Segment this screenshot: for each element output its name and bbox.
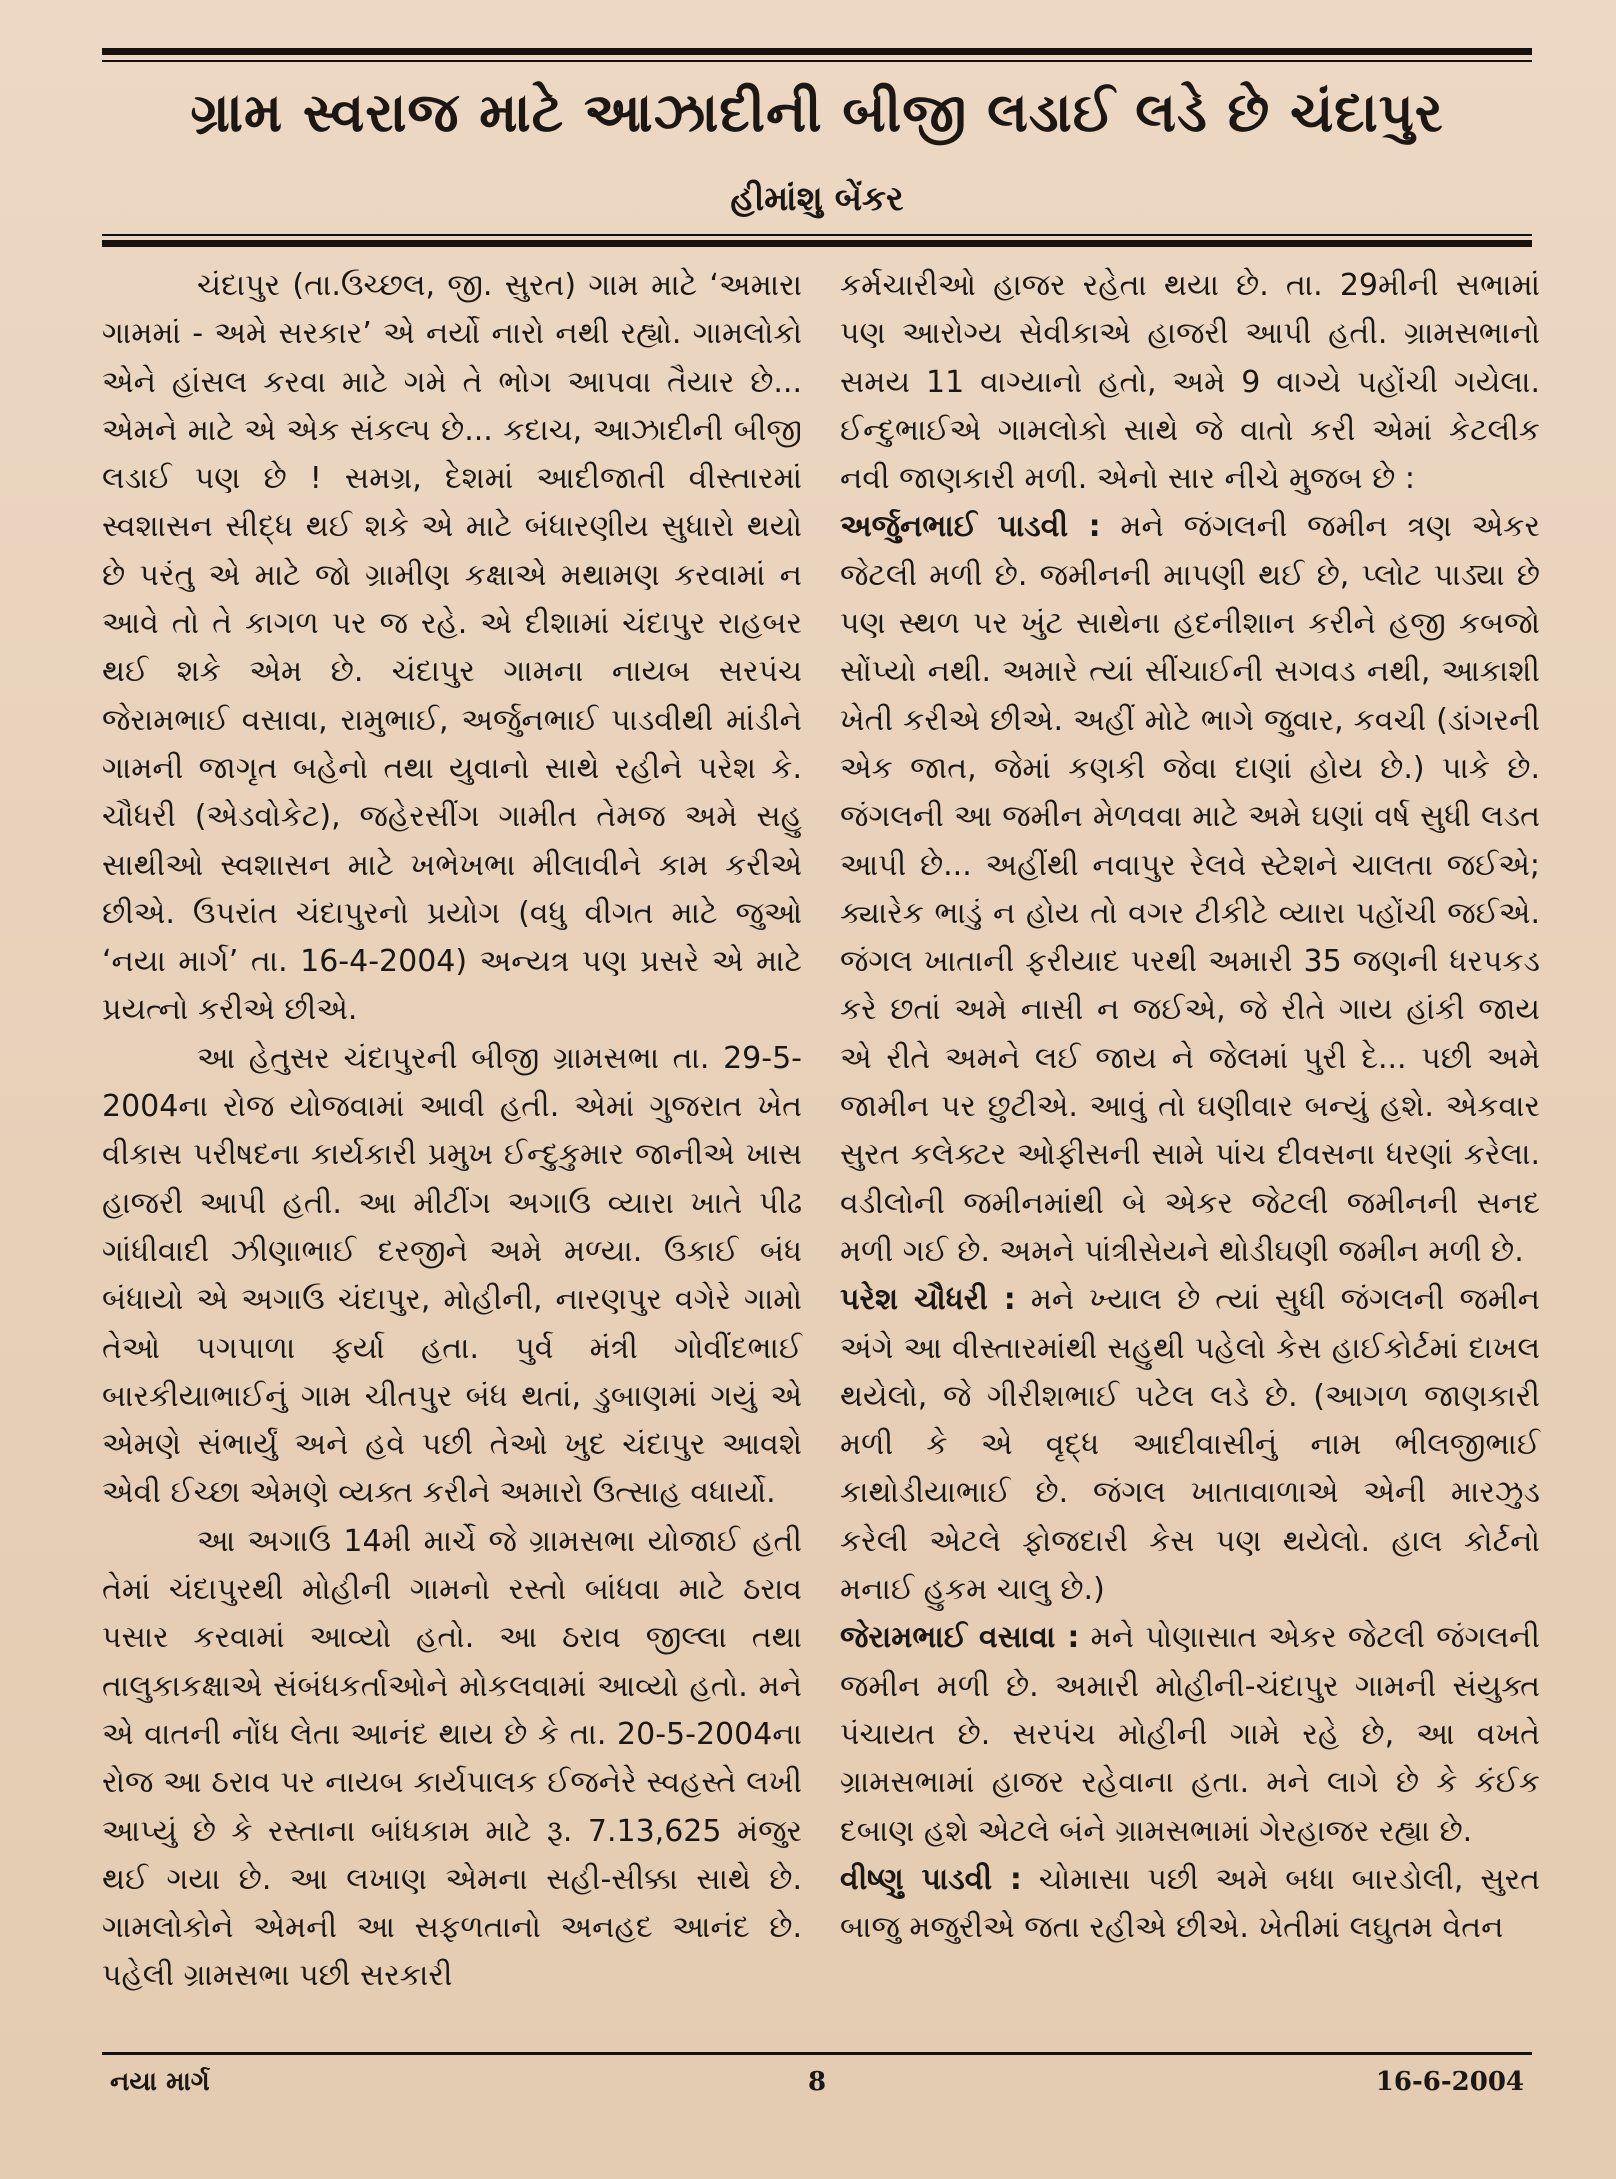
speaker-text: મને પોણાસાત એકર જેટલી જંગલની જમીન મળી છે. અમારી મોહીની-ચંદાપુર ગામની સંયુક્ત પંચાયત છે. સરપંચ મોહીની ગામે રહે છે, આ વખતે ગ્રામસભામાં હાજર રહેવાના હતા. મને લાગે છે કે કંઈક દબાણ હશે એટલે બંને ગ્રામસભામાં ગેરહાજર રહ્યા છે. xyxy=(840,1620,1540,1849)
right-column xyxy=(840,262,1540,1952)
interview-entry xyxy=(840,1276,1540,1614)
speaker-text: મને ખ્યાલ છે ત્યાં સુધી જંગલની જમીન અંગે આ વીસ્તારમાંથી સહુથી પહેલો કેસ હાઈકોર્ટમાં દાખલ થયેલો, જે ગીરીશભાઈ પટેલ લડે છે. (આગળ જાણકારી મળી કે એ વૃદ્ધ આદીવાસીનું નામ ભીલજીભાઈ કાથોડીયાભાઈ છે. જંગલ ખાતાવાળાએ એની મારઝુડ કરેલી એટલે ફોજદારી કેસ પણ થયેલો. હાલ કોર્ટનો મનાઈ હુકમ ચાલુ છે.) xyxy=(840,1282,1541,1608)
header-rule-thick xyxy=(102,240,1532,247)
top-rule-thin xyxy=(102,60,1532,62)
left-column xyxy=(102,262,802,2001)
footer-rule xyxy=(102,2052,1532,2055)
interview-entry xyxy=(840,1856,1540,1953)
publication-name: નયા માર્ગ xyxy=(110,2067,210,2097)
page-number: 8 xyxy=(807,2067,827,2097)
speaker-name: પરેશ ચૌધરી : xyxy=(840,1282,1016,1318)
page-footer xyxy=(102,2060,1532,2104)
speaker-text: ચોમાસા પછી અમે બધા બારડોલી, સુરત બાજુ મજુરીએ જતા રહીએ છીએ. ખેતીમાં લઘુતમ વેતન xyxy=(840,1861,1540,1946)
speaker-text: મને જંગલની જમીન ત્રણ એકર જેટલી મળી છે. જમીનની માપણી થઈ છે, પ્લોટ પાડ્યા છે પણ સ્થળ પર ખુંટ સાથેના હદનીશાન કરીને હજી કબજો સોંપ્યો નથી. અમારે ત્યાં સીંચાઈની સગવડ નથી, આકાશી ખેતી કરીએ છીએ. અહીં મોટે ભાગે જુવાર, કવચી (ડાંગરની એક જાત, જેમાં કણકી જેવા દાણાં હોય છે.) પાકે છે. જંગલની આ જમીન મેળવવા માટે અમે ઘણાં વર્ષ સુધી લડત આપી છે... અહીંથી નવાપુર રેલવે સ્ટેશને ચાલતા જઈએ; ક્યારેક ભાડું ન હોય તો વગર ટીકીટે વ્યારા પહોંચી જઈએ. જંગલ ખાતાની ફરીયાદ પરથી અમારી 35 જણની ધરપકડ કરે છતાં અમે નાસી ન જઈએ, જે રીતે ગાય હાંકી જાય એ રીતે અમને લઈ જાય ને જેલમાં પુરી દે... પછી અમે જામીન પર છુટીએ. આવું તો ઘણીવાર બન્યું હશે. એકવાર સુરત કલેક્ટર ઓફીસની સામે પાંચ દીવસના ધરણાં કરેલા. વડીલોની જમીનમાંથી બે એકર જેટલી જમીનની સનદ મળી ગઈ છે. અમને પાંત્રીસેયને થોડીઘણી જમીન મળી છે. xyxy=(840,509,1540,1269)
paragraph: ચંદાપુર (તા.ઉચ્છલ, જી. સુરત) ગામ માટે ‘અમારા ગામમાં - અમે સરકાર’ એ નર્યો નારો નથી રહ્યો. ગામલોકો એને હાંસલ કરવા માટે ગમે તે ભોગ આપવા તૈયાર છે... એમને માટે એ એક સંકલ્પ છે... કદાચ, આઝાદીની બીજી લડાઈ પણ છે ! સમગ્ર, દેશમાં આદીજાતી વીસ્તારમાં સ્વશાસન સીદ્ધ થઈ શકે એ માટે બંધારણીય સુધારો થયો છે પરંતુ એ માટે જો ગ્રામીણ કક્ષાએ મથામણ કરવામાં ન આવે તો તે કાગળ પર જ રહે. એ દીશામાં ચંદાપુર રાહબર થઈ શકે એમ છે. ચંદાપુર ગામના નાયબ સરપંચ જેરામભાઈ વસાવા, રામુભાઈ, અર્જુનભાઈ પાડવીથી માંડીને ગામની જાગૃત બહેનો તથા યુવાનો સાથે રહીને પરેશ કે. ચૌધરી (એડવોકેટ), જહેરસીંગ ગામીત તેમજ અમે સહુ સાથીઓ સ્વશાસન માટે ખભેખભા મીલાવીને કામ કરીએ છીએ. ઉપરાંત ચંદાપુરનો પ્રયોગ (વધુ વીગત માટે જુઓ ‘નયા માર્ગ’ તા. 16-4-2004) અન્યત્ર પણ પ્રસરે એ માટે પ્રયત્નો કરીએ છીએ. xyxy=(102,268,802,1028)
speaker-name: જેરામભાઈ વસાવા : xyxy=(840,1620,1080,1656)
speaker-name: અર્જુનભાઈ પાડવી : xyxy=(840,509,1101,545)
top-rule-thick xyxy=(102,48,1532,55)
paragraph: આ હેતુસર ચંદાપુરની બીજી ગ્રામસભા તા. 29-5-2004ના રોજ યોજવામાં આવી હતી. એમાં ગુજરાત ખેત વીકાસ પરીષદના કાર્યકારી પ્રમુખ ઈન્દુકુમાર જાનીએ ખાસ હાજરી આપી હતી. આ મીટીંગ અગાઉ વ્યારા ખાતે પીઢ ગાંધીવાદી ઝીણાભાઈ દરજીને અમે મળ્યા. ઉકાઈ બંધ બંધાયો એ અગાઉ ચંદાપુર, મોહીની, નારણપુર વગેરે ગામો તેઓ પગપાળા ફર્યા હતા. પુર્વ મંત્રી ગોવીંદભાઈ બારકીયાભાઈનું ગામ ચીતપુર બંધ થતાં, ડુબાણમાં ગયું એ એમણે સંભાર્યું અને હવે પછી તેઓ ખુદ ચંદાપુર આવશે એવી ઈચ્છા એમણે વ્યક્ત કરીને અમારો ઉત્સાહ વધાર્યો. xyxy=(102,1040,802,1511)
paragraph: કર્મચારીઓ હાજર રહેતા થયા છે. તા. 29મીની સભામાં પણ આરોગ્ય સેવીકાએ હાજરી આપી હતી. ગ્રામસભાનો સમય 11 વાગ્યાનો હતો, અમે 9 વાગ્યે પહોંચી ગયેલા. ઈન્દુભાઈએ ગામલોકો સાથે જે વાતો કરી એમાં કેટલીક નવી જાણકારી મળી. એનો સાર નીચે મુજબ છે : xyxy=(840,268,1540,497)
speaker-name: વીષ્ણુ પાડવી : xyxy=(840,1861,1022,1897)
interview-entry xyxy=(840,1614,1540,1855)
article-title: ગ્રામ સ્વરાજ માટે આઝાદીની બીજી લડાઈ લડે છે ચંદાપુર xyxy=(190,81,1444,144)
header-rule-thin xyxy=(102,234,1532,236)
interview-entry xyxy=(840,503,1540,1276)
issue-date: 16-6-2004 xyxy=(1375,2067,1524,2097)
article-author: હીમાંશુ બેંકર xyxy=(730,179,904,219)
paragraph: આ અગાઉ 14મી માર્ચે જે ગ્રામસભા યોજાઈ હતી તેમાં ચંદાપુરથી મોહીની ગામનો રસ્તો બાંધવા માટે ઠરાવ પસાર કરવામાં આવ્યો હતો. આ ઠરાવ જીલ્લા તથા તાલુકાકક્ષાએ સંબંધકર્તાઓને મોકલવામાં આવ્યો હતો. મને એ વાતની નોંધ લેતા આનંદ થાય છે કે તા. 20-5-2004ના રોજ આ ઠરાવ પર નાયબ કાર્યપાલક ઈજનેરે સ્વહસ્તે લખી આપ્યું છે કે રસ્તાના બાંધકામ માટે રૂ. 7.13,625 મંજુર થઈ ગયા છે. આ લખાણ એમના સહી-સીક્કા સાથે છે. ગામલોકોને એમની આ સફળતાનો અનહદ આનંદ છે. પહેલી ગ્રામસભા પછી સરકારી xyxy=(102,1523,802,1994)
